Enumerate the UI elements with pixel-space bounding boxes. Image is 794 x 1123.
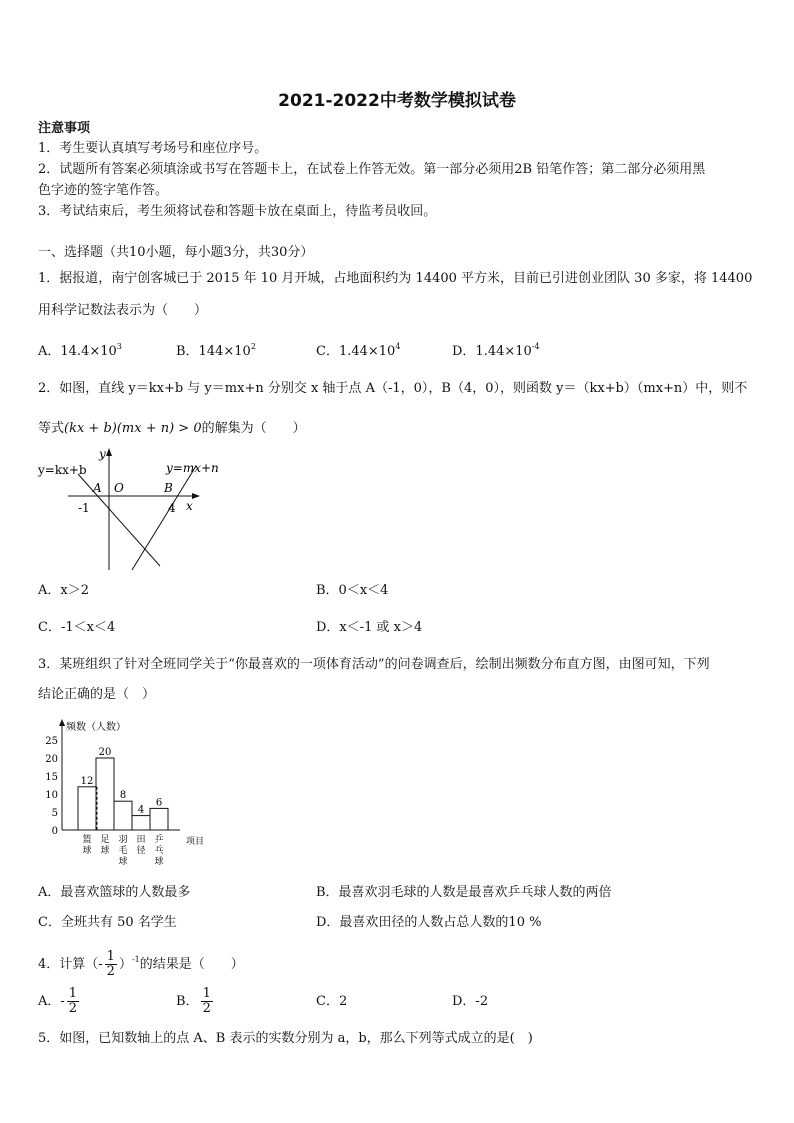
hist-bar: [150, 808, 168, 830]
q2-tick-neg: -1: [78, 501, 90, 515]
q3-option-b[interactable]: B．最喜欢羽毛球的人数是最喜欢乒乓球人数的两倍: [316, 885, 612, 900]
q2-point-b: B: [164, 481, 173, 495]
q1-stem: 1．据报道，南宁创客城已于 2015 年 10 月开城，占地面积约为 14400 平方米，目前已引进创业团队 30 多家，将 14400: [38, 271, 753, 286]
q1-option-b[interactable]: B．$144\times 10^2$: [176, 342, 256, 359]
hist-data-label: 6: [155, 797, 163, 809]
hist-category-label: 乒乓球: [154, 835, 164, 867]
hist-ytick-label: 0: [51, 826, 58, 837]
q2-option-b[interactable]: B．0＜x＜4: [316, 583, 389, 598]
q3-histogram: [40, 716, 230, 876]
q2-option-a[interactable]: A．x＞2: [38, 583, 89, 598]
note-item-3: 3．考试结束后，考生须将试卷和答题卡放在桌面上，待监考员收回。: [38, 204, 437, 219]
q4-fraction: $\frac{1}{2}$: [106, 949, 115, 979]
q4-option-c[interactable]: C．2: [316, 994, 348, 1009]
q1-option-d[interactable]: D．$1.44\times 10^{-4}$: [452, 342, 540, 359]
q4-option-b[interactable]: B． $\frac{1}{2}$: [176, 986, 211, 1016]
q5-stem: 5．如图，已知数轴上的点 A、B 表示的实数分别为 a，b，那么下列等式成立的是( ): [38, 1031, 533, 1046]
q2-x-label: x: [186, 499, 193, 513]
hist-ytick-label: 10: [45, 790, 58, 801]
hist-bar: [78, 787, 96, 830]
hist-data-label: 12: [80, 775, 94, 787]
q2-origin: O: [114, 481, 124, 495]
q2-option-c[interactable]: C．-1＜x＜4: [38, 620, 116, 635]
note-item-2-cont: 色字迹的签字笔作答。: [38, 183, 169, 198]
hist-bar: [132, 816, 150, 830]
q2-stem: 2．如图，直线 y＝kx+b 与 y＝mx+n 分别交 x 轴于点 A（-1，0），B（4，0），则函数 y＝（kx+b）（mx+n）中，则不: [38, 381, 748, 396]
hist-bar: [114, 801, 132, 830]
hist-data-label: 4: [137, 804, 145, 816]
hist-data-label: 8: [119, 790, 127, 802]
hist-category-label: 田径: [136, 835, 146, 856]
hist-bar: [96, 758, 114, 830]
hist-category-label: 篮球: [82, 835, 92, 856]
note-item-1: 1．考生要认真填写考场号和座位序号。: [38, 141, 268, 156]
hist-ytick-label: 5: [51, 808, 58, 819]
q2-label-line2: y=mx+n: [166, 461, 219, 475]
q2-inequality: (kx + b)(mx + n) > 0: [64, 421, 202, 436]
q2-tick-pos: 4: [168, 501, 176, 515]
hist-data-label: 20: [98, 747, 112, 758]
hist-y-label: 频数（人数）: [66, 722, 126, 733]
section-heading: 一、选择题（共10小题，每小题3分，共30分）: [38, 245, 314, 260]
q3-option-c[interactable]: C．全班共有 50 名学生: [38, 915, 177, 930]
q3-stem: 3．某班组织了针对全班同学关于“你最喜欢的一项体育活动”的问卷调查后，绘制出频数分布直方图，由图可知，下列: [38, 657, 710, 672]
q2-y-arrow: [106, 448, 112, 456]
q1-option-a[interactable]: A．$14.4\times 10^3$: [38, 342, 122, 359]
hist-ytick-label: 25: [45, 736, 58, 747]
page-title: 2021-2022中考数学模拟试卷: [278, 91, 516, 111]
q4-option-a[interactable]: A．- $\frac{1}{2}$: [38, 986, 78, 1016]
hist-category-label: 羽毛球: [118, 835, 128, 867]
hist-category-label: 足球: [100, 835, 110, 856]
q1-stem-cont: 用科学记数法表示为（ ）: [38, 303, 208, 318]
q2-option-d[interactable]: D．x＜-1 或 x＞4: [316, 620, 423, 635]
q2-label-line1: y=kx+b: [38, 463, 87, 477]
q2-y-label: y: [99, 447, 106, 461]
q2-x-arrow: [192, 493, 200, 499]
hist-ytick-label: 20: [45, 754, 58, 765]
q2-stem-cont: 等式(kx + b)(mx + n) > 0的解集为（ ）: [38, 421, 306, 436]
q4-option-d[interactable]: D．-2: [452, 994, 489, 1009]
q2-figure: [36, 446, 236, 576]
q3-option-d[interactable]: D．最喜欢田径的人数占总人数的10 %: [316, 915, 542, 930]
q3-option-a[interactable]: A．最喜欢篮球的人数最多: [38, 885, 191, 900]
notes-heading: 注意事项: [38, 121, 91, 136]
note-item-2: 2．试题所有答案必须填涂或书写在答题卡上，在试卷上作答无效。第一部分必须用2B 铅笔作答；第二部分必须用黑: [38, 162, 706, 177]
q4-stem: 4．计算（- $\frac{1}{2}$ ）$^{-1}$的结果是（ ）: [38, 949, 244, 979]
hist-x-label: 项目: [186, 837, 205, 847]
hist-y-arrow: [59, 719, 65, 726]
q2-point-a: A: [93, 481, 102, 495]
q3-stem-cont: 结论正确的是（ ）: [38, 687, 156, 702]
hist-ytick-label: 15: [45, 772, 58, 783]
q1-option-c[interactable]: C．$1.44\times 10^4$: [316, 342, 401, 359]
